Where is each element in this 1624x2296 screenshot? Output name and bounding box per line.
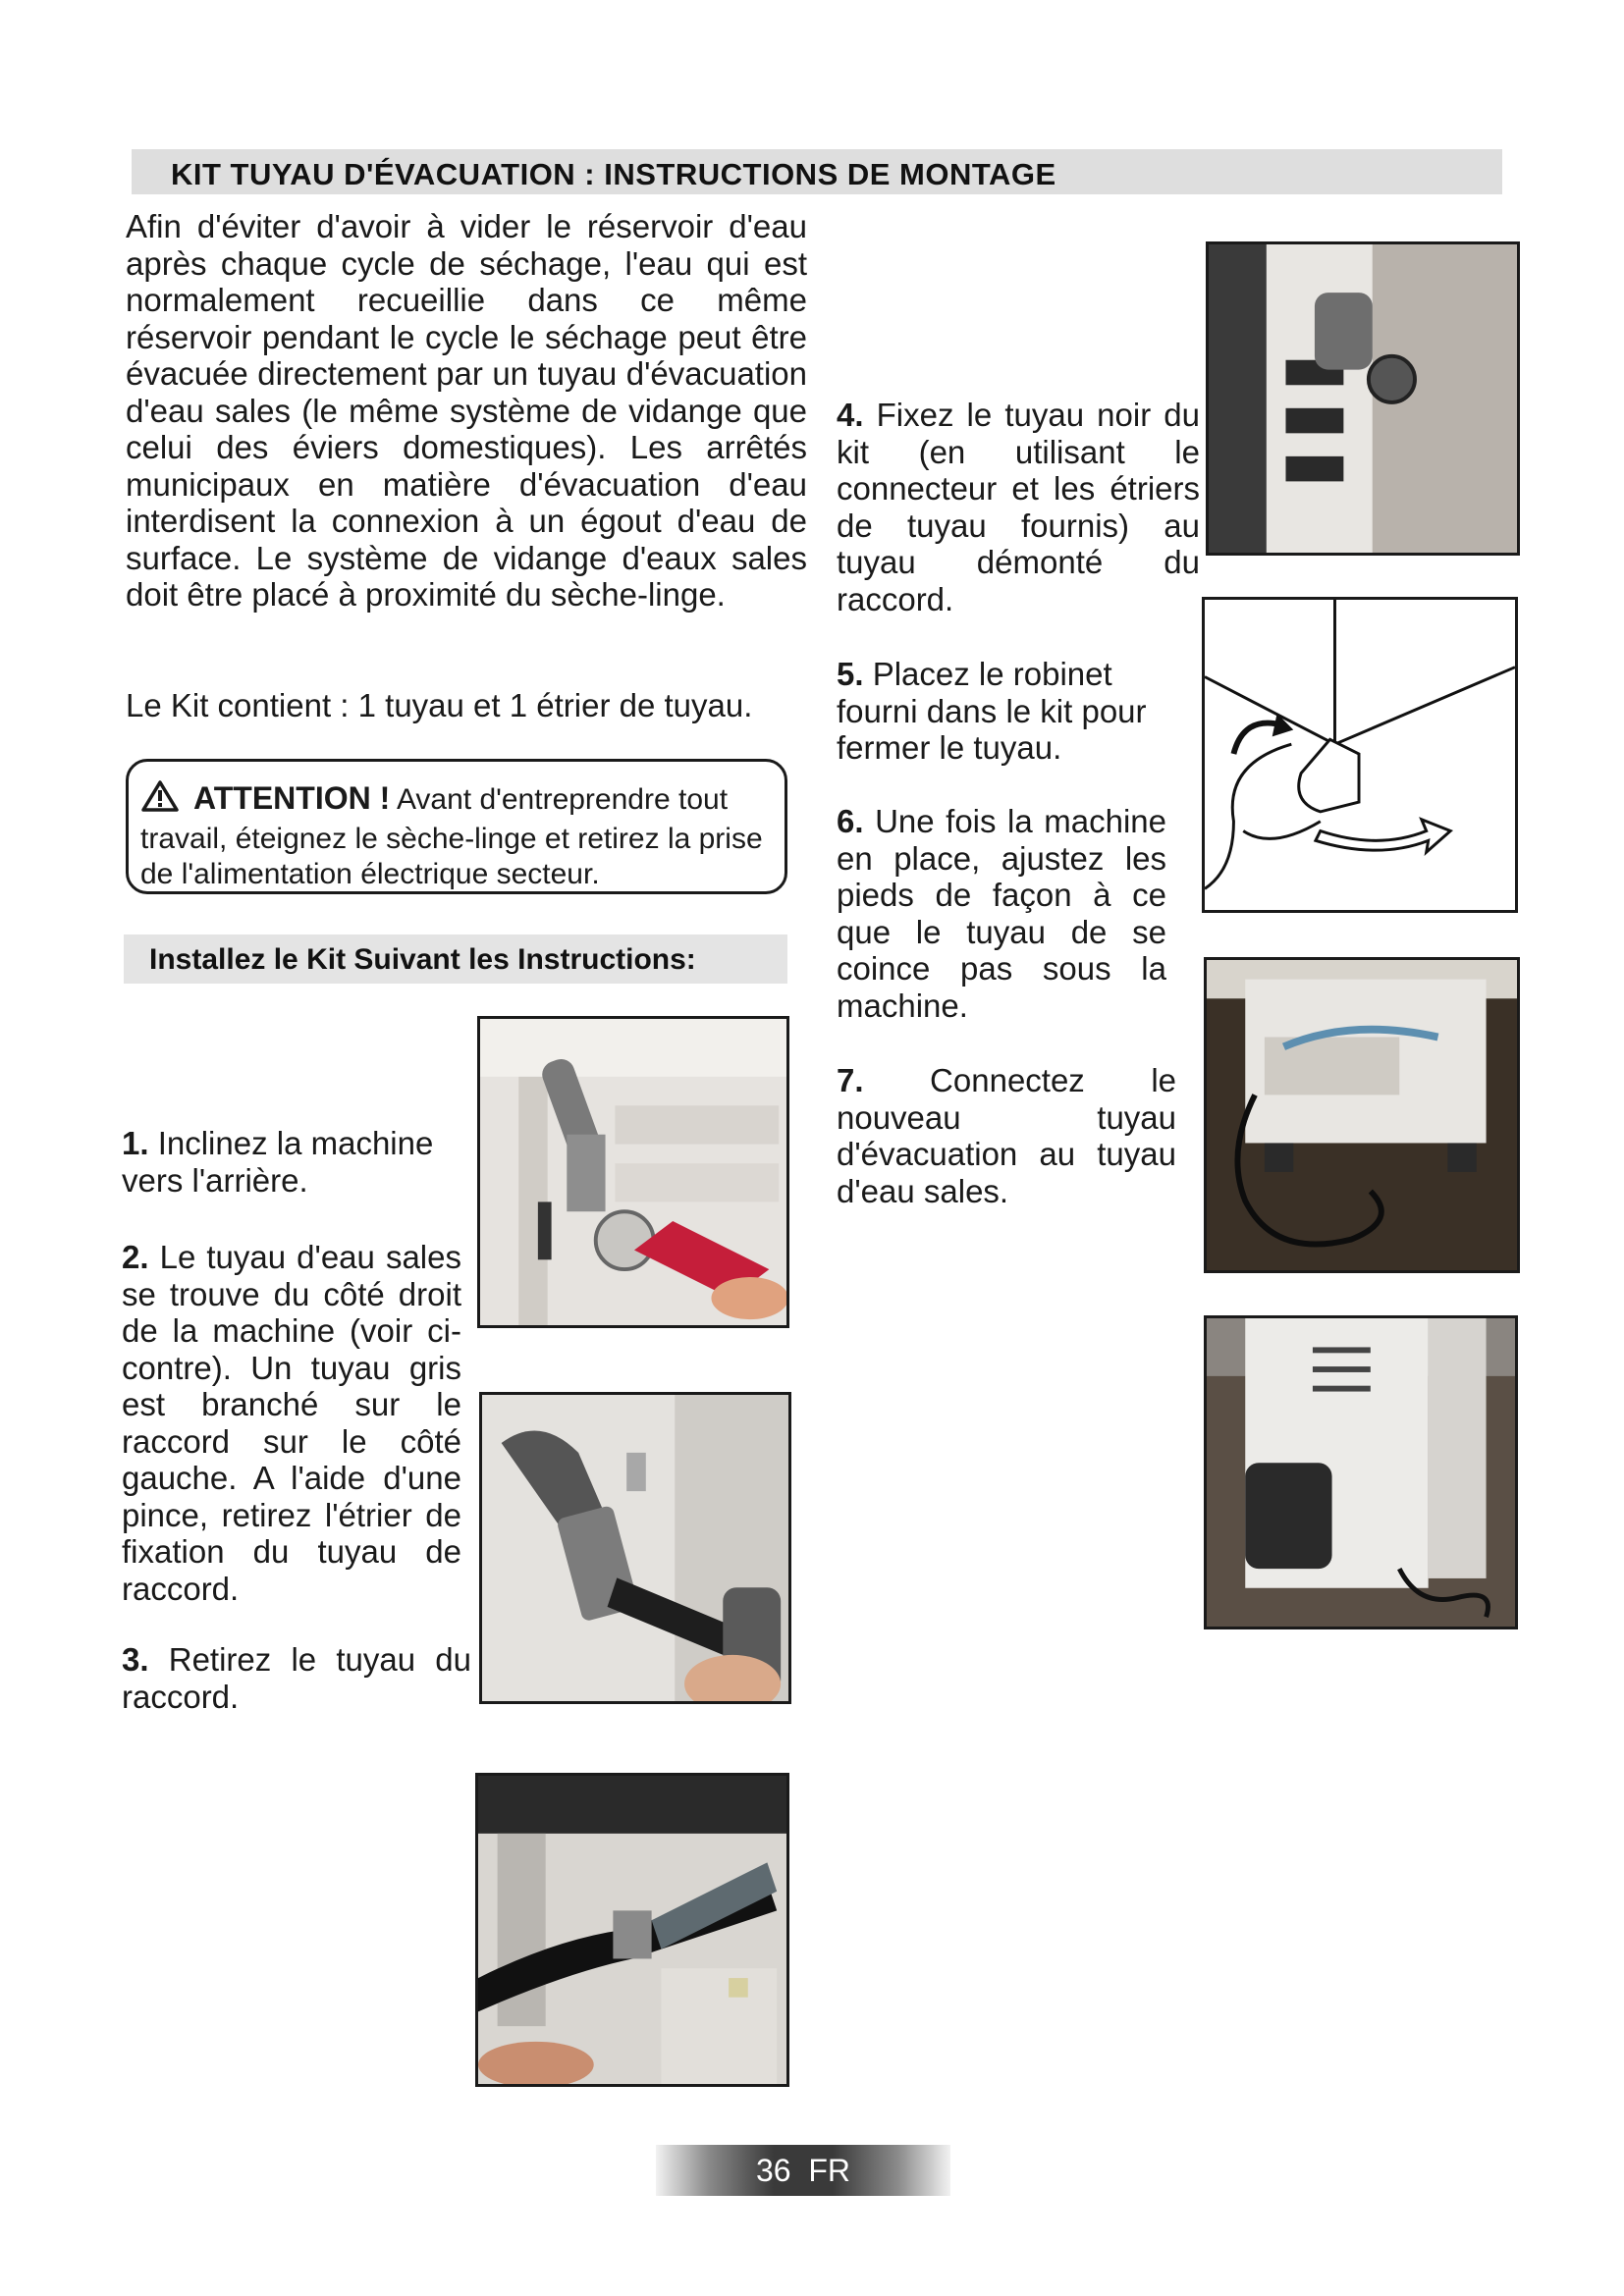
page-language: FR (808, 2153, 851, 2188)
kit-contents: Le Kit contient : 1 tuyau et 1 étrier de tuyau. (126, 687, 753, 723)
page-number (656, 2153, 950, 2189)
step-text: Fixez le tuyau noir du kit (en utilisant le connecteur et les étriers de tuyau fournis) au tuyau démonté du raccord. (837, 397, 1200, 617)
intro-paragraph: Afin d'éviter d'avoir à vider le réservoir d'eau après chaque cycle de séchage, l'eau qui est normalement recueillie dans ce même réservoir pendant le cycle le séchage peut être évacuée directement par un tuyau d'évacuation d'eau sales (le même système de vidange que celui des éviers domestiques). Les arrêtés municipaux en matière d'évacuation d'eau interdisent la connexion à un égout d'eau de surface. Le système de vidange d'eaux sales doit être placé à proximité du sèche-linge. (126, 208, 807, 613)
step-1 (122, 1125, 465, 1199)
page-title: KIT TUYAU D'ÉVACUATION : INSTRUCTIONS DE MONTAGE (171, 157, 1056, 191)
page-number-bar (656, 2145, 950, 2196)
section-title-bar (132, 149, 1502, 194)
warning-icon (140, 779, 180, 822)
step-number: 5. (837, 656, 864, 692)
photo-machine-back (1204, 957, 1520, 1273)
attention-box (126, 759, 787, 894)
step-text: Une fois la machine en place, ajustez les pieds de façon à ce que le tuyau de se coince pas sous la machine. (837, 803, 1166, 1024)
step-text: Retirez le tuyau du raccord. (122, 1641, 472, 1715)
step-2 (122, 1239, 461, 1607)
photo-machine-connector (1206, 241, 1520, 556)
photo-machine-side (1204, 1315, 1518, 1629)
step-4 (837, 397, 1200, 617)
step-text: Inclinez la machine vers l'arrière. (122, 1125, 434, 1199)
step-7 (837, 1062, 1176, 1209)
step-number: 3. (122, 1641, 149, 1678)
step-text: Placez le robinet fourni dans le kit pour fermer le tuyau. (837, 656, 1147, 766)
attention-title: ATTENTION ! (193, 780, 391, 816)
page-number-value: 36 (755, 2153, 791, 2188)
step-number: 4. (837, 397, 864, 433)
step-number: 1. (122, 1125, 149, 1161)
step-number: 7. (837, 1062, 864, 1098)
step-3 (122, 1641, 471, 1715)
step-number: 6. (837, 803, 864, 839)
attention-text: Avant d'entreprendre tout travail, éteignez le sèche-linge et retirez la prise de l'alimentation électrique secteur. (140, 783, 763, 890)
install-heading-bar (124, 934, 787, 984)
photo-pliers-clip (477, 1016, 789, 1328)
step-text: Connectez le nouveau tuyau d'évacuation au tuyau d'eau sales. (837, 1062, 1177, 1209)
step-number: 2. (122, 1239, 149, 1275)
install-heading: Installez le Kit Suivant les Instructions: (149, 943, 696, 976)
step-text: Le tuyau d'eau sales se trouve du côté droit de la machine (voir ci-contre). Un tuyau gris est branché sur le raccord sur le côté gauche. A l'aide d'une pince, retirez l'étrier de fixation du tuyau de raccord. (122, 1239, 461, 1607)
step-5 (837, 656, 1180, 767)
photo-tap-illustration (1202, 597, 1518, 913)
photo-hose-clamp (475, 1773, 789, 2087)
photo-hose-connector (479, 1392, 791, 1704)
step-6 (837, 803, 1166, 1024)
